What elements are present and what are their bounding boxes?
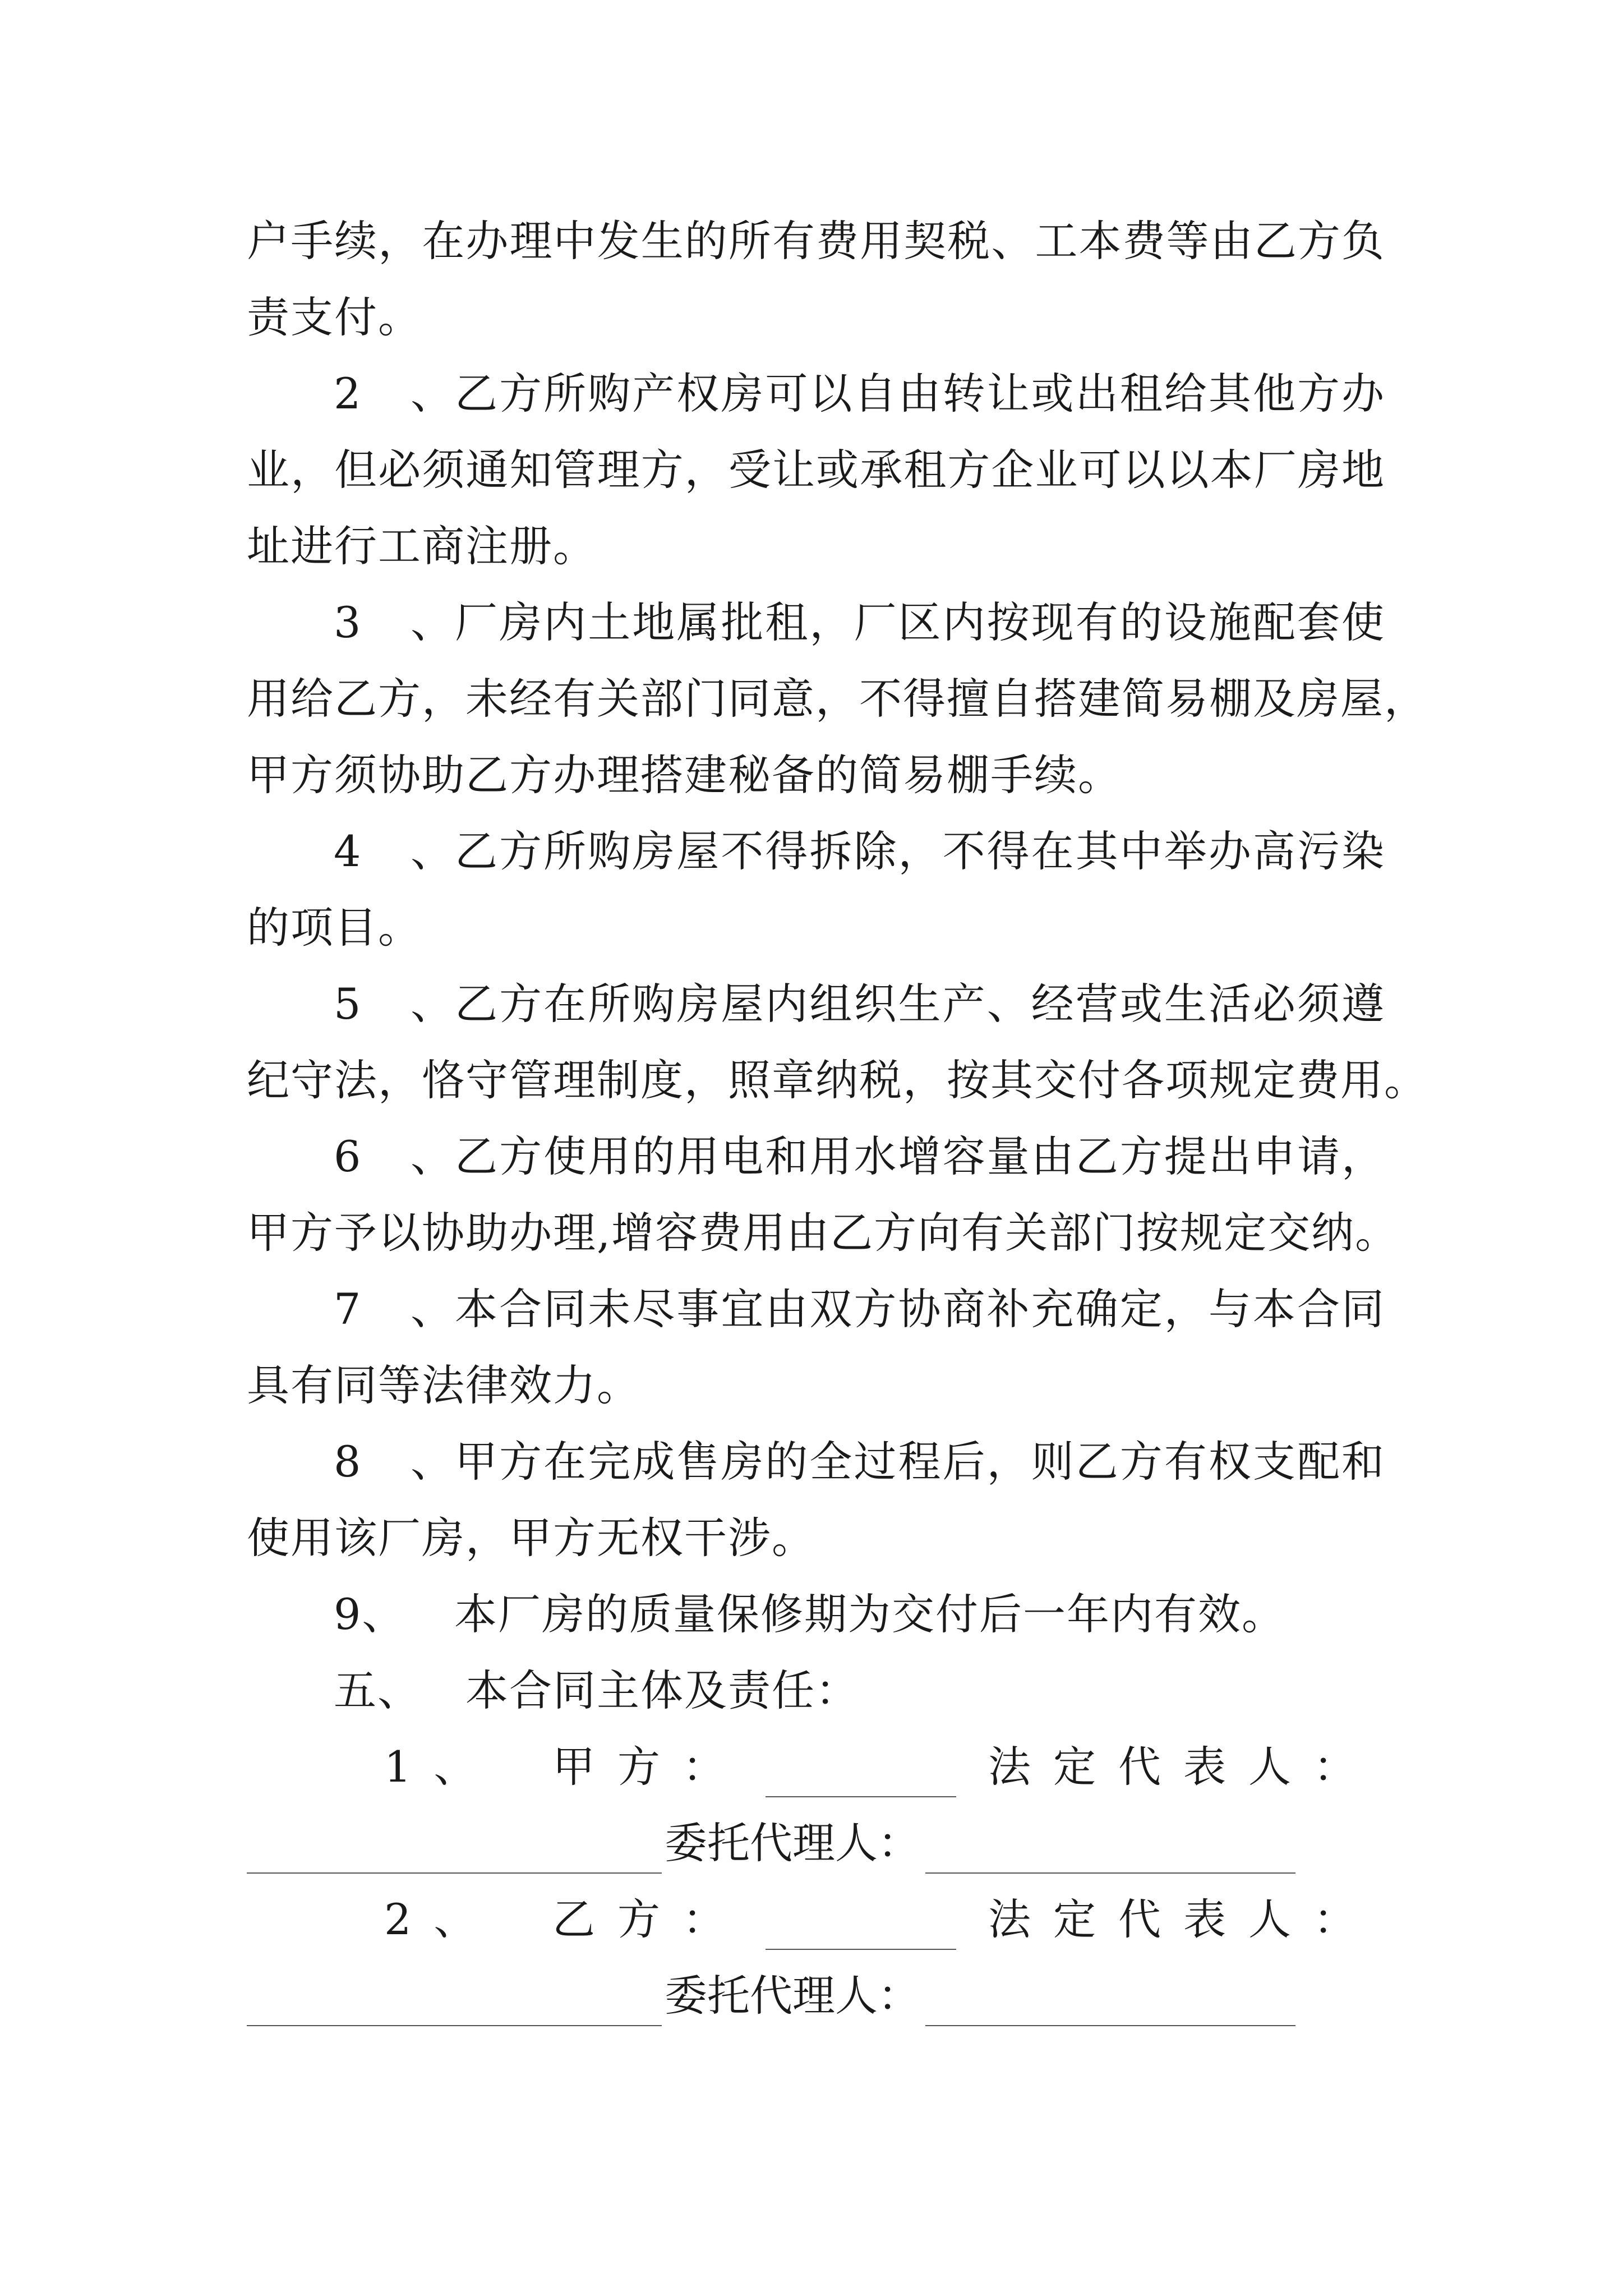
- item-text: 乙方所购房屋不得拆除，不得在其中举办高污染: [454, 826, 1385, 876]
- item-number: 9、: [334, 1589, 406, 1639]
- party-b-blank: [766, 1949, 956, 1950]
- party-b-label: 乙方：: [552, 1894, 748, 1944]
- paragraph-line: 使用该厂房，甲方无权干涉。: [247, 1513, 815, 1563]
- item-text: 乙方所购产权房可以自由转让或出租给其他方办: [454, 369, 1385, 418]
- paragraph-line: 甲方须协助乙方办理搭建秘备的简易棚手续。: [247, 750, 1122, 800]
- item-text: 厂房内土地属批租，厂区内按现有的设施配套使: [454, 597, 1385, 647]
- item-number: 3、: [334, 597, 454, 647]
- item-number: 5、: [334, 979, 454, 1029]
- list-item-9: [247, 1576, 1385, 1653]
- item-number: 6、: [334, 1131, 454, 1181]
- item-number: 4、: [334, 826, 454, 876]
- paragraph-line: 的项目。: [247, 903, 422, 953]
- paragraph-line: 户手续，在办理中发生的所有费用契税、工本费等由乙方负: [247, 216, 1385, 266]
- party-a-label: 甲方：: [552, 1742, 748, 1792]
- list-item-2: [247, 356, 1385, 432]
- list-item-4: [247, 813, 1385, 890]
- party-b-number: 2、: [384, 1894, 499, 1944]
- item-text: 乙方使用的用电和用水增容量由乙方提出申请，: [454, 1131, 1385, 1181]
- party-b-rep-blank: [247, 2025, 662, 2026]
- item-number: 8、: [334, 1437, 454, 1487]
- party-b-rep-label: 法定代表人：: [988, 1894, 1378, 1944]
- section-heading: [247, 1653, 1385, 1729]
- party-a-agent-blank: [925, 1872, 1295, 1874]
- paragraph-line: 具有同等法律效力。: [247, 1360, 640, 1410]
- item-number: 2、: [334, 369, 454, 418]
- paragraph-line: 责支付。: [247, 292, 422, 342]
- list-item-7: [247, 1271, 1385, 1347]
- paragraph-line: 用给乙方，未经有关部门同意，不得擅自搭建简易棚及房屋，: [247, 674, 1428, 724]
- paragraph-line: 业，但必须通知管理方，受让或承租方企业可以以本厂房地: [247, 445, 1385, 495]
- party-b-agent-label: 委托代理人：: [665, 1971, 920, 2021]
- item-text: 本合同未尽事宜由双方协商补充确定，与本合同: [454, 1284, 1385, 1334]
- list-item-5: [247, 966, 1385, 1042]
- section-number: 五、: [334, 1665, 421, 1715]
- list-item-3: [247, 585, 1385, 661]
- item-text: 甲方在完成售房的全过程后，则乙方有权支配和: [454, 1437, 1385, 1487]
- item-text: 本厂房的质量保修期为交付后一年内有效。: [454, 1589, 1285, 1639]
- party-a-rep-blank: [247, 1872, 662, 1874]
- list-item-8: [247, 1424, 1385, 1500]
- party-a-blank: [766, 1796, 956, 1797]
- paragraph-line: 甲方予以协助办理,增容费用由乙方向有关部门按规定交纳。: [247, 1208, 1399, 1258]
- paragraph-line: 址进行工商注册。: [247, 521, 597, 571]
- party-a-number: 1、: [384, 1742, 499, 1792]
- party-a-agent-label: 委托代理人：: [665, 1818, 920, 1868]
- item-number: 7、: [334, 1284, 454, 1334]
- list-item-6: [247, 1119, 1385, 1195]
- party-b-agent-blank: [925, 2025, 1295, 2026]
- paragraph-line: 纪守法，恪守管理制度，照章纳税，按其交付各项规定费用。: [247, 1055, 1428, 1105]
- section-title: 本合同主体及责任：: [465, 1665, 859, 1715]
- party-a-rep-label: 法定代表人：: [988, 1742, 1378, 1792]
- item-text: 乙方在所购房屋内组织生产、经营或生活必须遵: [454, 979, 1385, 1029]
